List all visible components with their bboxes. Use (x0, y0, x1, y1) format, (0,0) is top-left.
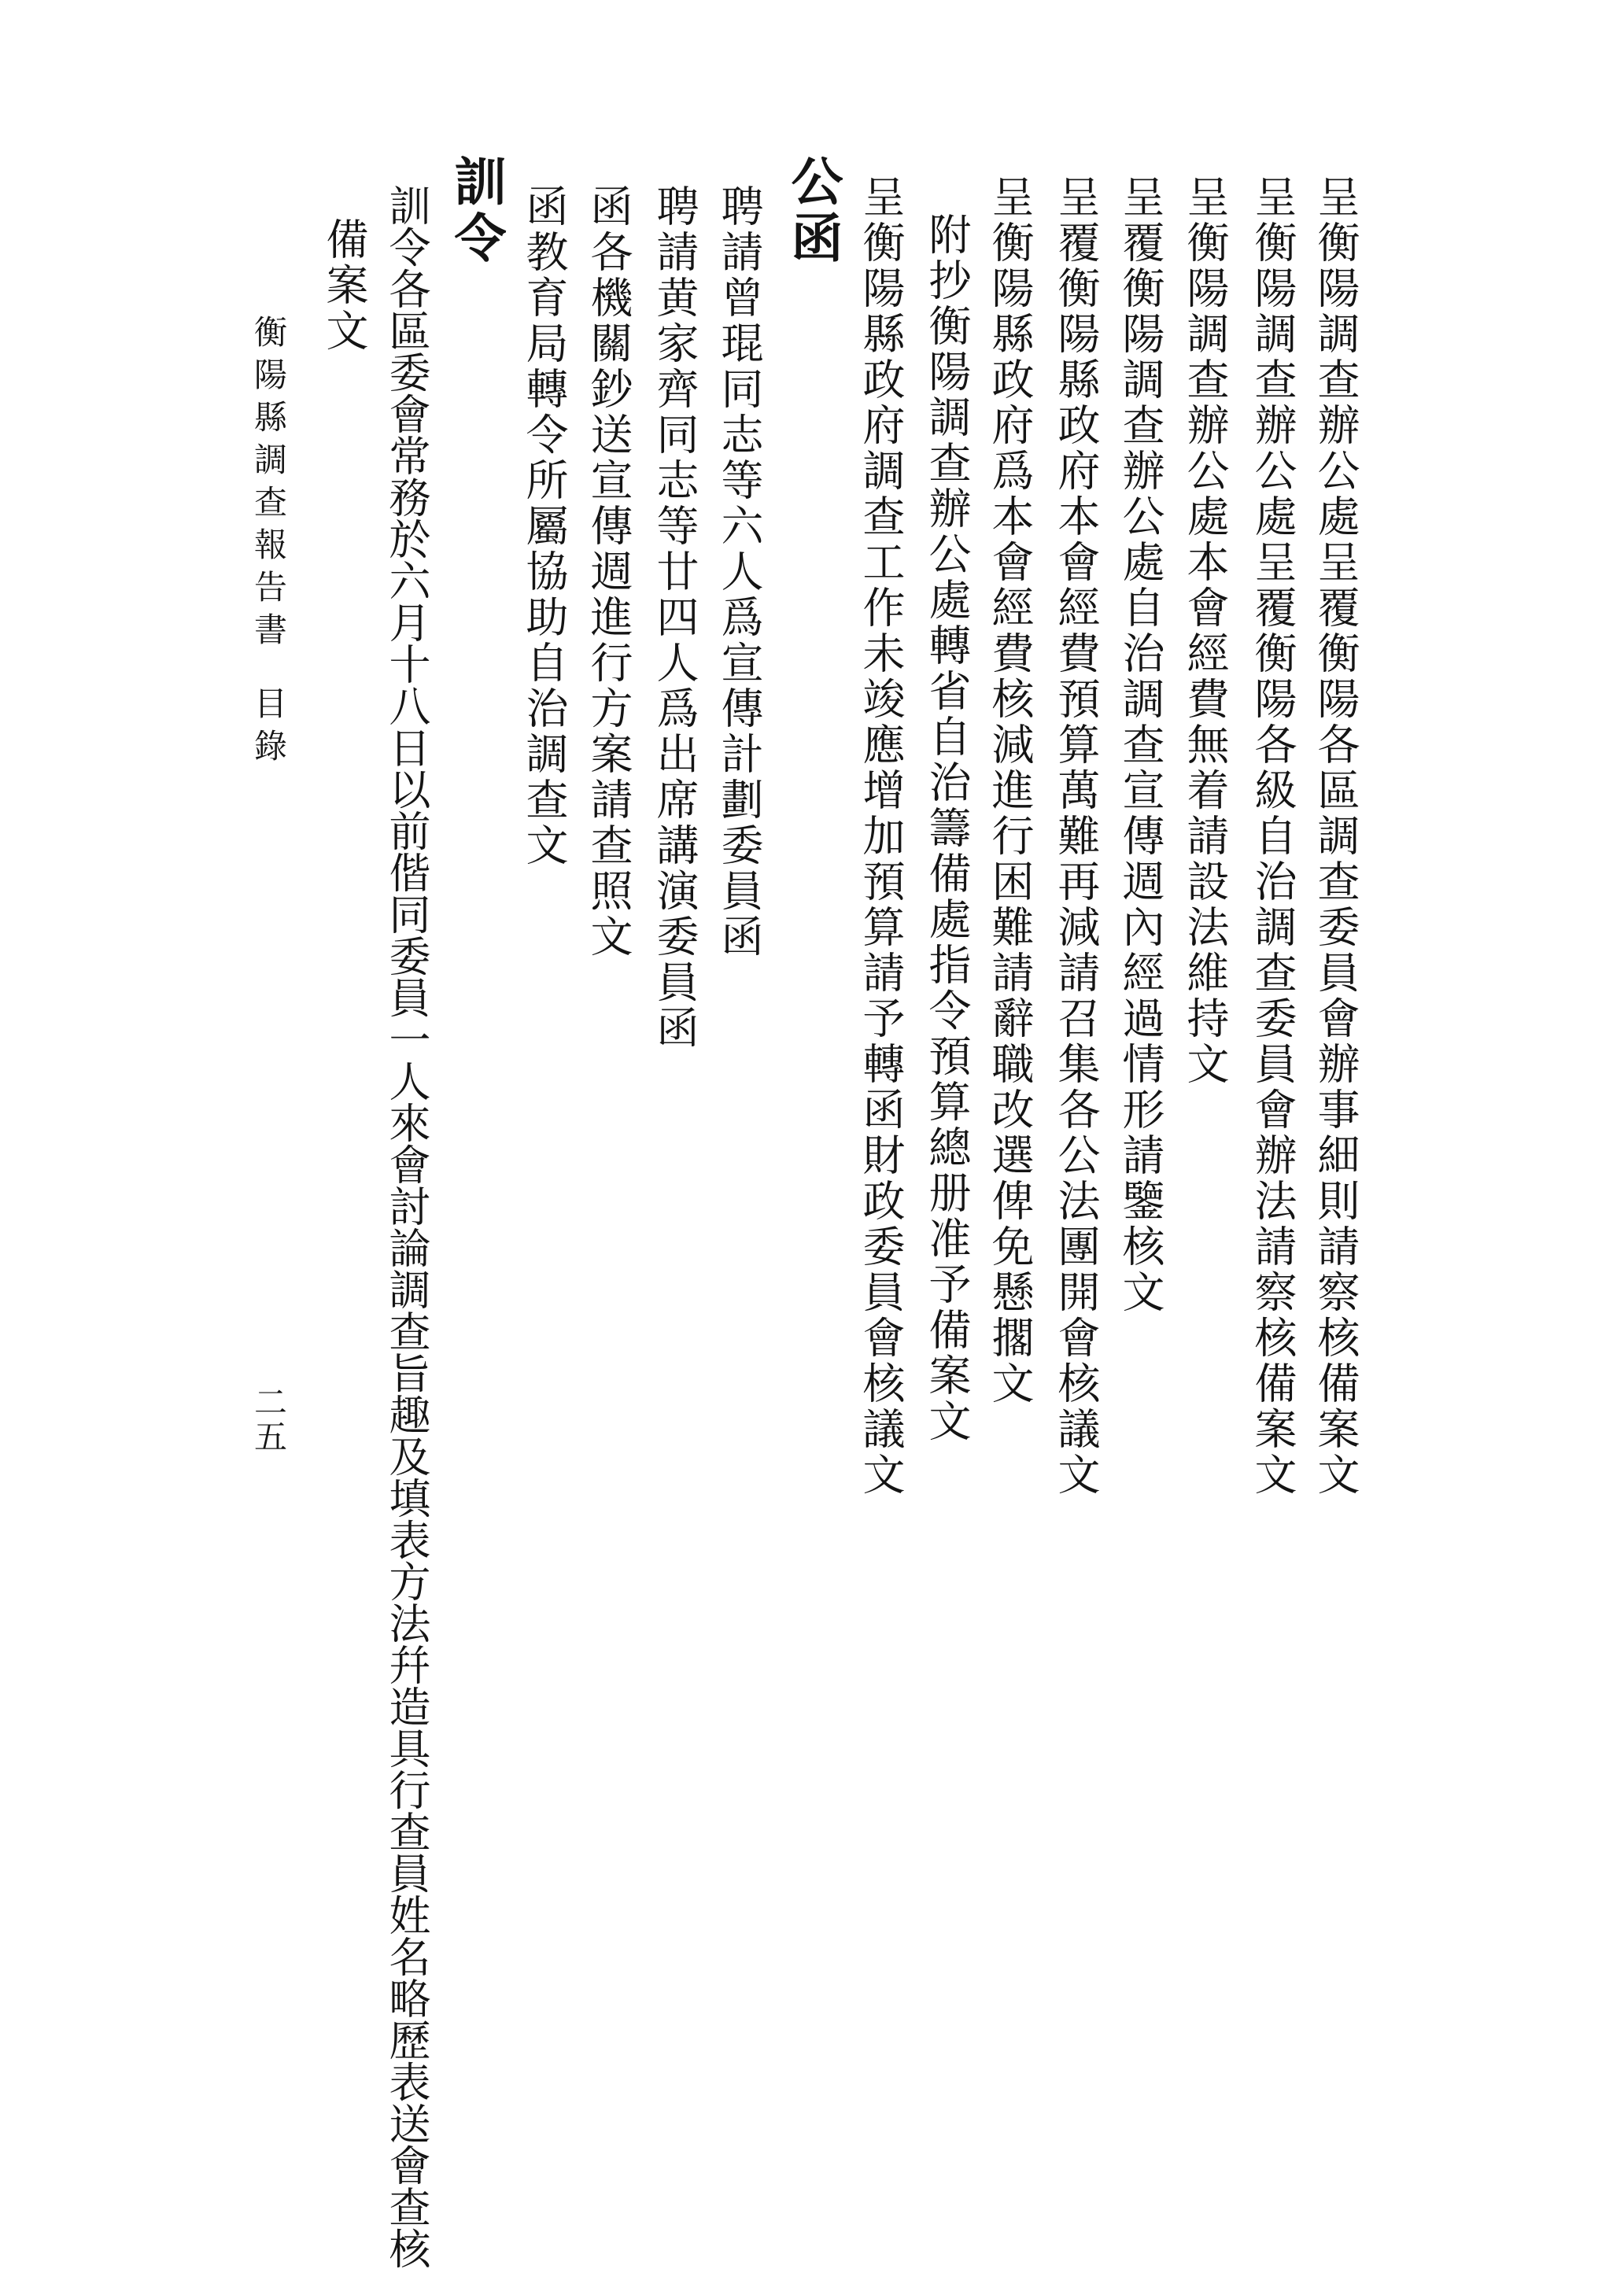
toc-entry: 呈衡陽調查辦公處呈覆衡陽各級自治調查委員會辦法請察核備案文 (1248, 175, 1297, 1498)
toc-entry: 呈衡陽調查辦公處本會經費無着請設法維持文 (1180, 175, 1230, 1087)
running-title (249, 315, 288, 771)
section-heading: 公函 (782, 154, 843, 267)
toc-entry: 呈衡陽縣政府爲本會經費核減進行困難請辭職改選俾免懸擱文 (985, 175, 1035, 1407)
toc-entry: 函教育局轉令所屬協助自治調查文 (519, 184, 569, 869)
toc-entry: 呈衡陽調查辦公處呈覆衡陽各區調查委員會辦事細則請察核備案文 (1311, 175, 1360, 1498)
section-heading: 訓令 (445, 154, 507, 267)
section-label: 目錄 (249, 686, 288, 771)
toc-sub-entry: 附抄衡陽調查辦公處轉省自治籌備處指令預算總册准予備案文 (922, 212, 972, 1444)
toc-entry: 呈覆衡陽調查辦公處自治調查宣傳週內經過情形請鑒核文 (1116, 175, 1165, 1315)
book-title: 衡陽縣調查報告書 (249, 315, 288, 655)
toc-entry: 聘請曾琨同志等六人爲宣傳計劃委員函 (714, 184, 764, 960)
toc-entry: 呈衡陽縣政府調查工作未竣應增加預算請予轉函財政委員會核議文 (856, 175, 906, 1498)
toc-entry-continuation: 備案文 (319, 217, 369, 354)
page-number: 二五 (249, 1385, 288, 1454)
toc-entry: 呈覆衡陽縣政府本會經費預算萬難再減請召集各公法團開會核議文 (1051, 175, 1101, 1498)
toc-entry: 函各機關鈔送宣傳週進行方案請查照文 (584, 184, 633, 960)
toc-entry: 訓令各區委會常務於六月十八日以前偕同委員一人來會討論調查旨趣及填表方法幷造具行查員姓名略歷表送會查核 (382, 184, 430, 2269)
toc-entry: 聘請黄家齊同志等廿四人爲出席講演委員函 (650, 184, 699, 1051)
